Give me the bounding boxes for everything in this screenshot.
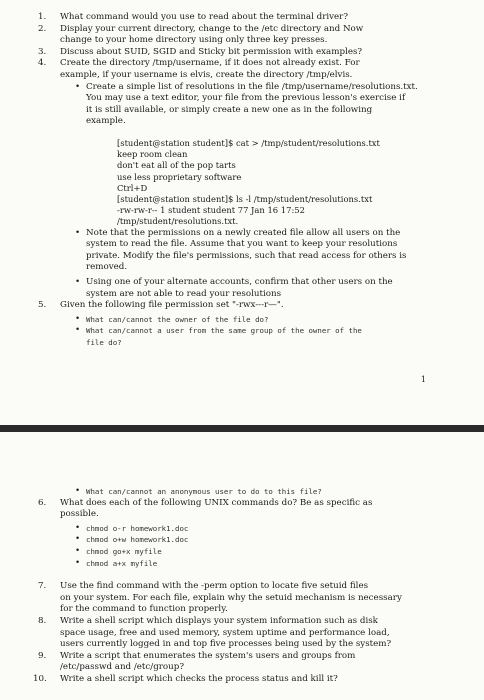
- bullet-text: chmod a+x myfile: [86, 558, 158, 568]
- bullet-text: file do?: [86, 337, 122, 347]
- q5-bullet-1: [0, 314, 484, 326]
- question-number: 6.: [38, 497, 47, 508]
- question-text: Write a script that enumerates the system's users and groups from: [60, 650, 356, 661]
- bullet-dot: •: [75, 325, 81, 336]
- question-text: Write a shell script which checks the process status and kill it?: [60, 673, 338, 684]
- question-number: 10.: [33, 673, 47, 684]
- bullet-text: system to read the file. Assume that you want to keep your resolutions: [86, 239, 398, 250]
- question-10: [0, 674, 484, 686]
- bullet-text: private. Modify the file's permissions, such that read access for others is: [86, 250, 407, 261]
- question-3: [0, 47, 484, 59]
- question-2: [0, 24, 484, 47]
- question-1: [0, 12, 484, 24]
- question-number: 1.: [38, 12, 47, 22]
- question-5: [0, 300, 484, 312]
- question-text: users currently logged in and top five processes being used by the system?: [60, 639, 392, 650]
- q5-bullet-2: [0, 325, 484, 348]
- q6-bullet-1: [0, 523, 484, 535]
- page-1-content: [0, 12, 484, 349]
- bullet-text: What can/cannot an anonymous user to do to this file?: [86, 487, 322, 496]
- question-text: space usage, free and used memory, system uptime and performance load,: [60, 627, 390, 638]
- bullet-text: chmod o+w homework1.doc: [86, 535, 189, 545]
- terminal-line: don't eat all of the pop tarts: [117, 160, 236, 171]
- question-number: 7.: [38, 581, 47, 592]
- question-text: for the command to function properly.: [60, 604, 228, 615]
- question-number: 5.: [38, 300, 47, 311]
- bullet-text: What can/cannot the owner of the file do?: [86, 314, 269, 324]
- question-number: 2.: [38, 23, 47, 34]
- bullet-text: system are not able to read your resolutions: [86, 288, 282, 299]
- question-text: possible.: [60, 509, 99, 520]
- terminal-line: keep room clean: [117, 149, 188, 160]
- bullet-dot: •: [75, 81, 81, 92]
- bullet-text: Create a simple list of resolutions in the file /tmp/username/resolutions.txt.: [86, 81, 418, 92]
- bullet-dot: •: [75, 227, 81, 238]
- question-text: Display your current directory, change to the /etc directory and Now: [60, 23, 364, 34]
- bullet-dot: •: [75, 534, 81, 545]
- bullet-dot: •: [75, 486, 81, 496]
- question-text: on your system. For each file, explain why the setuid mechanism is necessary: [60, 592, 402, 603]
- terminal-line: Ctrl+D: [117, 182, 148, 193]
- question-text: What does each of the following UNIX commands do? Be as specific as: [60, 497, 373, 508]
- bullet-dot: •: [75, 313, 81, 324]
- bullet-dot: •: [75, 522, 81, 533]
- q4-bullet-1: [0, 82, 484, 128]
- question-text: What command would you use to read about the terminal driver?: [60, 12, 348, 22]
- question-text: Write a shell script which displays your system information such as disk: [60, 615, 378, 626]
- question-7: [0, 581, 484, 616]
- question-text: Discuss about SUID, SGID and Sticky bit permission with examples?: [60, 46, 363, 57]
- question-9: [0, 651, 484, 674]
- terminal-line: use less proprietary software: [117, 171, 242, 182]
- question-number: 8.: [38, 615, 47, 626]
- bullet-text: example.: [86, 116, 126, 127]
- bullet-text: Note that the permissions on a newly created file allow all users on the: [86, 227, 401, 238]
- bullet-text: chmod o-r homework1.doc: [86, 523, 189, 533]
- question-number: 4.: [38, 58, 47, 69]
- page-2-content: [0, 486, 484, 686]
- terminal-line: [student@station student]$ cat > /tmp/student/resolutions.txt: [117, 137, 380, 148]
- question-text: Given the following file permission set "-rwx---r—".: [60, 300, 284, 311]
- q5-bullet-3: [0, 486, 484, 498]
- question-8: [0, 616, 484, 651]
- q4-bullet-2: [0, 228, 484, 274]
- terminal-example: [0, 138, 484, 228]
- question-text: Use the find command with the -perm option to locate five setuid files: [60, 581, 369, 592]
- bullet-text: Using one of your alternate accounts, confirm that other users on the: [86, 276, 393, 287]
- terminal-line: [student@station student]$ ls -l /tmp/student/resolutions.txt: [117, 193, 373, 204]
- question-4: [0, 58, 484, 81]
- terminal-line: -rw-rw-r-- 1 student student 77 Jan 16 17:52: [117, 205, 305, 216]
- question-text: example, if your username is elvis, create the directory /tmp/elvis.: [60, 69, 353, 80]
- bullet-text: You may use a text editor, your file from the previous lesson's exercise if: [86, 93, 406, 104]
- question-6: [0, 498, 484, 521]
- question-number: 9.: [38, 650, 47, 661]
- bullet-dot: •: [75, 545, 81, 556]
- terminal-line: /tmp/student/resolutions.txt.: [117, 216, 239, 227]
- q6-bullet-4: [0, 558, 484, 570]
- question-text: change to your home directory using only three key presses.: [60, 35, 328, 46]
- question-text: /etc/passwd and /etc/group?: [60, 662, 184, 673]
- q4-bullet-3: [0, 277, 484, 300]
- bullet-dot: •: [75, 557, 81, 568]
- bullet-text: What can/cannot a user from the same group of the owner of the: [86, 326, 362, 336]
- bullet-text: it is still available, or simply create a new one as in the following: [86, 104, 373, 115]
- page-number: 1: [420, 375, 426, 384]
- q6-bullet-2: [0, 534, 484, 546]
- document-page-2: [0, 432, 484, 700]
- q6-bullet-3: [0, 546, 484, 558]
- question-text: Create the directory /tmp/username, if it does not already exist. For: [60, 58, 360, 69]
- bullet-text: removed.: [86, 262, 128, 273]
- bullet-text: chmod go+x myfile: [86, 546, 162, 556]
- bullet-dot: •: [75, 276, 81, 287]
- question-number: 3.: [38, 46, 47, 57]
